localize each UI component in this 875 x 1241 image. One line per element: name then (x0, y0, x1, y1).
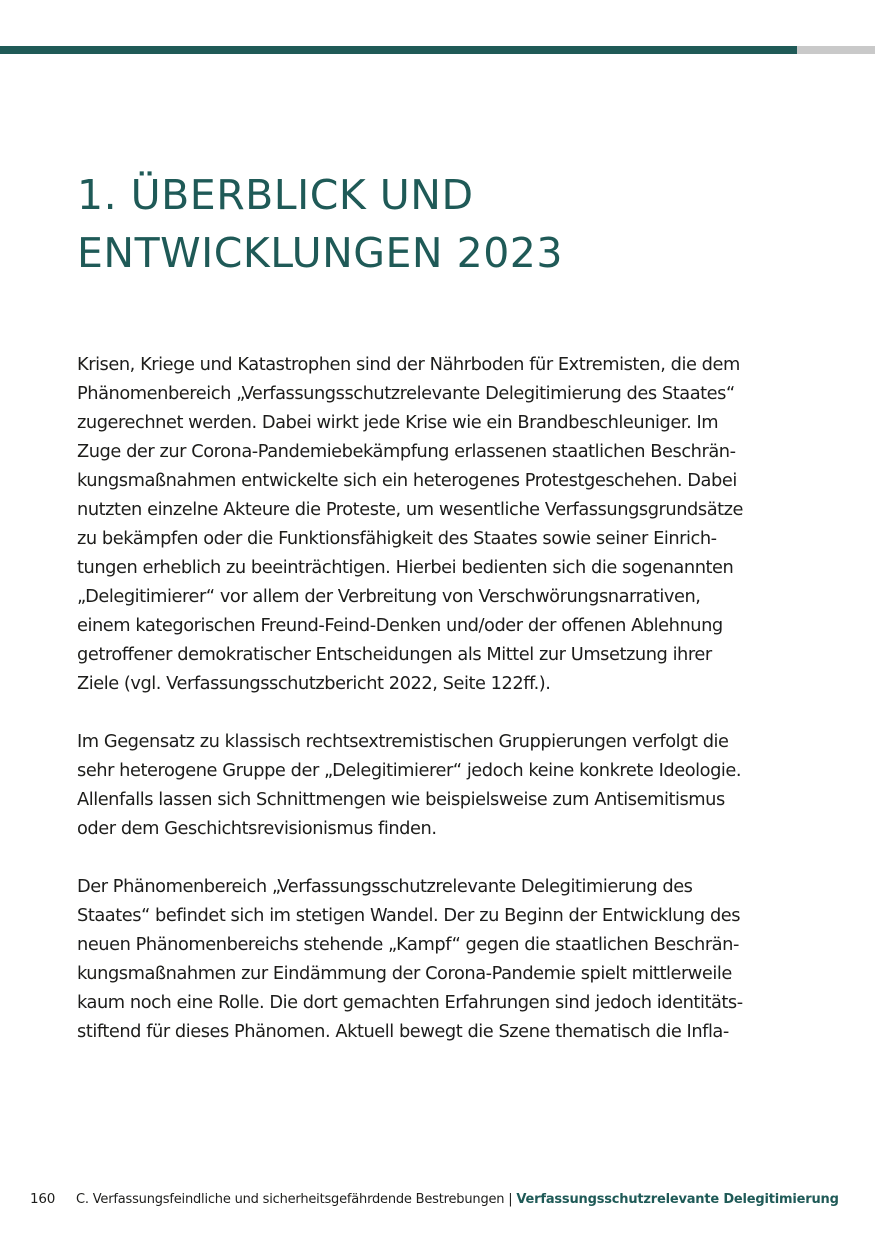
text-line: stiftend für dieses Phänomen. Aktuell bewegt die Szene thematisch die Infla- (77, 1021, 729, 1042)
page-number: 160 (30, 1191, 56, 1207)
text-line: einem kategorischen Freund-Feind-Denken und/oder der offenen Ablehnung (77, 615, 723, 636)
text-line: Ziele (vgl. Verfassungsschutzbericht 2022, Seite 122ff.). (77, 673, 551, 694)
page-title (77, 166, 837, 282)
text-line: kungsmaßnahmen entwickelte sich ein heterogenes Protestgeschehen. Dabei (77, 470, 737, 491)
text-line: Zuge der zur Corona-Pandemiebekämpfung erlassenen staatlichen Beschrän- (77, 441, 736, 462)
text-line: zu bekämpfen oder die Funktionsfähigkeit des Staates sowie seiner Einrich- (77, 528, 717, 549)
text-line: kaum noch eine Rolle. Die dort gemachten Erfahrungen sind jedoch identitäts- (77, 992, 743, 1013)
text-line: zugerechnet werden. Dabei wirkt jede Krise wie ein Brandbeschleuniger. Im (77, 412, 719, 433)
footer-chapter: C. Verfassungsfeindliche und sicherheitsgefährdende Bestrebungen (76, 1192, 505, 1207)
text-line: Staates“ befindet sich im stetigen Wandel. Der zu Beginn der Entwicklung des (77, 905, 741, 926)
title-line-2: ENTWICKLUNGEN 2023 (77, 229, 563, 277)
footer-section: Verfassungsschutzrelevante Delegitimierung (516, 1192, 839, 1207)
text-line: Der Phänomenbereich „Verfassungsschutzrelevante Delegitimierung des (77, 876, 693, 897)
top-gray-bar (797, 46, 875, 54)
text-line: oder dem Geschichtsrevisionismus finden. (77, 818, 437, 839)
paragraph-1 (77, 350, 807, 698)
top-accent-bar (0, 46, 797, 54)
text-line: Allenfalls lassen sich Schnittmengen wie beispielsweise zum Antisemitismus (77, 789, 725, 810)
footer-separator: | (504, 1192, 517, 1207)
text-line: Phänomenbereich „Verfassungsschutzrelevante Delegitimierung des Staates“ (77, 383, 735, 404)
title-line-1: 1. ÜBERBLICK UND (77, 171, 474, 219)
text-line: Krisen, Kriege und Katastrophen sind der Nährboden für Extremisten, die dem (77, 354, 740, 375)
paragraph-3 (77, 872, 807, 1046)
text-line: sehr heterogene Gruppe der „Delegitimierer“ jedoch keine konkrete Ideologie. (77, 760, 742, 781)
text-line: kungsmaßnahmen zur Eindämmung der Corona-Pandemie spielt mittlerweile (77, 963, 732, 984)
body-text (77, 350, 807, 1075)
text-line: getroffener demokratischer Entscheidungen als Mittel zur Umsetzung ihrer (77, 644, 712, 665)
page-footer (30, 1190, 850, 1209)
paragraph-2 (77, 727, 807, 843)
text-line: nutzten einzelne Akteure die Proteste, um wesentliche Verfassungsgrundsätze (77, 499, 744, 520)
text-line: Im Gegensatz zu klassisch rechtsextremistischen Gruppierungen verfolgt die (77, 731, 729, 752)
text-line: „Delegitimierer“ vor allem der Verbreitung von Verschwörungsnarrativen, (77, 586, 701, 607)
text-line: tungen erheblich zu beeinträchtigen. Hierbei bedienten sich die sogenannten (77, 557, 734, 578)
text-line: neuen Phänomenbereichs stehende „Kampf“ gegen die staatlichen Beschrän- (77, 934, 739, 955)
